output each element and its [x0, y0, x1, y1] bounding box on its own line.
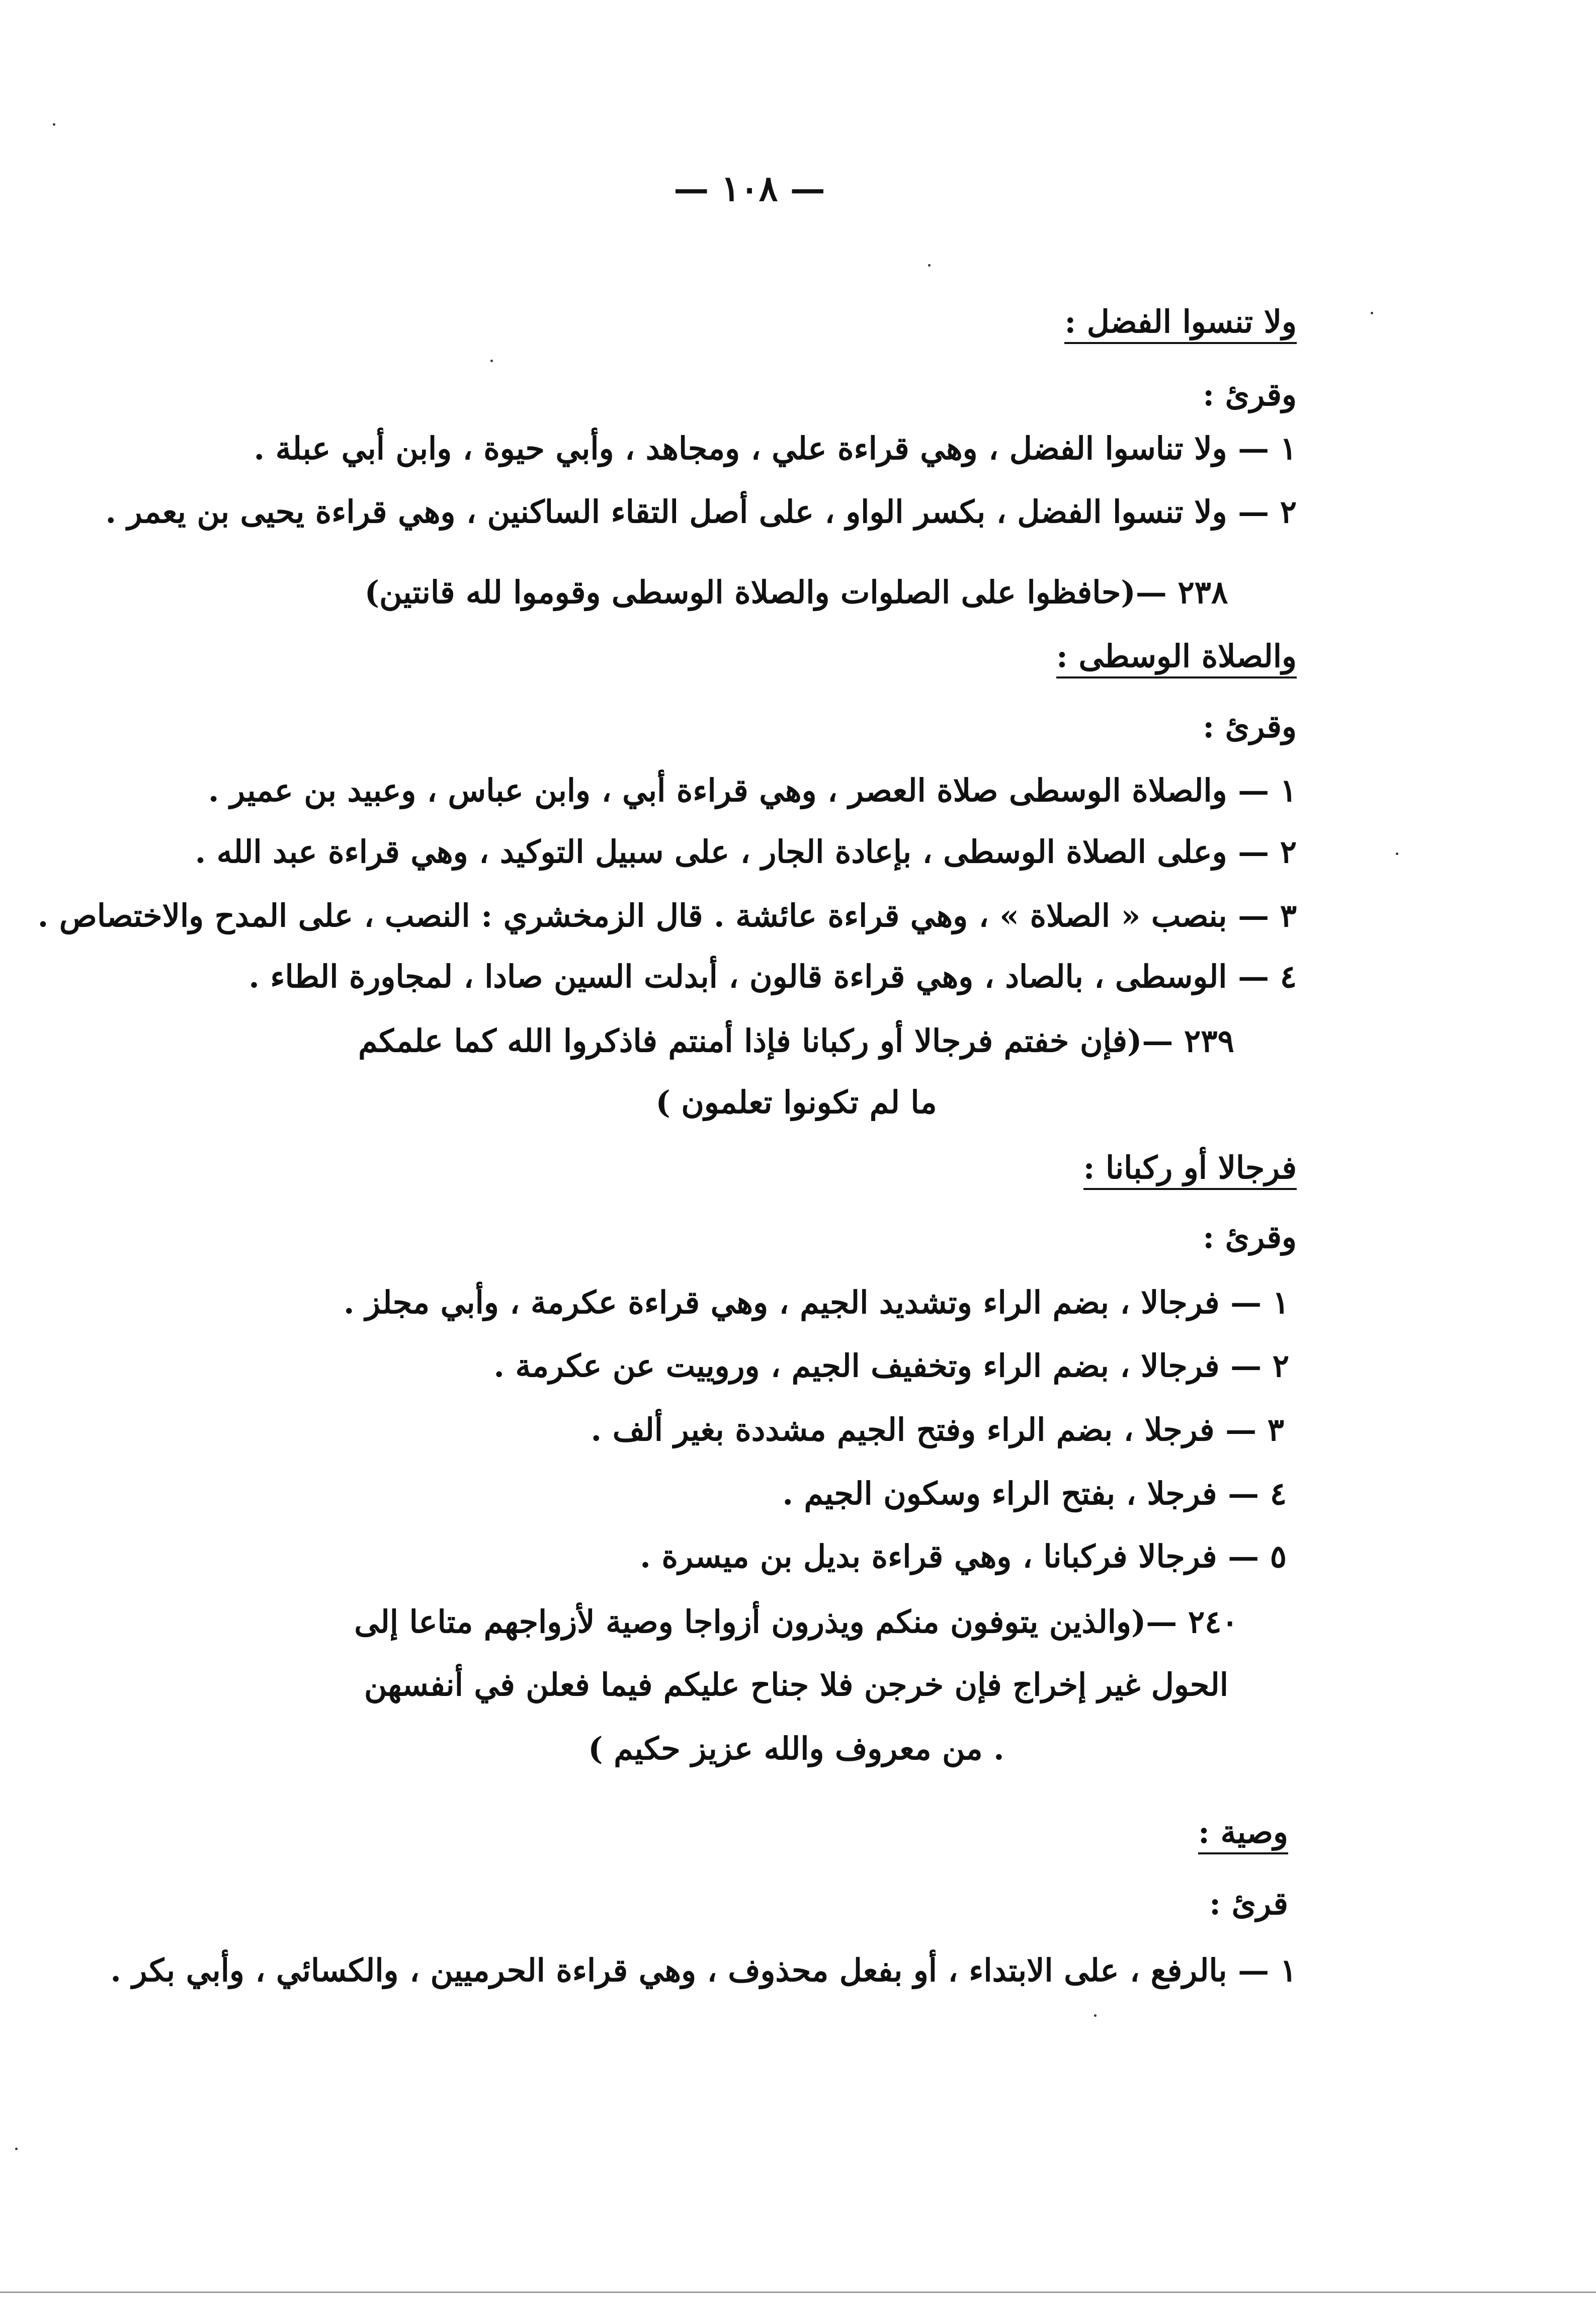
scan-speck	[1396, 853, 1398, 855]
reading-line: ٢ — ولا تنسوا الفضل ، بكسر الواو ، على أصل التقاء الساكنين ، وهي قراءة يحيى بن يعمر .	[105, 493, 1297, 530]
scan-speck	[1094, 2014, 1097, 2017]
reading-line: ٣ — بنصب « الصلاة » ، وهي قراءة عائشة . قال الزمخشري : النصب ، على المدح والاختصاص .	[37, 897, 1297, 934]
scan-speck	[15, 2148, 18, 2150]
reading-line: ٢ — فرجالا ، بضم الراء وتخفيف الجيم ، وروييت عن عكرمة .	[493, 1347, 1289, 1384]
reading-line: ١ — فرجالا ، بضم الراء وتشديد الجيم ، وهي قراءة عكرمة ، وأبي مجلز .	[343, 1284, 1289, 1321]
reading-line: ٤ — فرجلا ، بفتح الراء وسكون الجيم .	[782, 1475, 1287, 1512]
section-heading: والصلاة الوسطى :	[210, 636, 1297, 676]
bottom-border	[0, 2291, 1596, 2293]
qura-label: وقرئ :	[1203, 708, 1297, 745]
verse-line: ٢٣٨ —(حافظوا على الصلوات والصلاة الوسطى وقوموا لله قانتين)	[364, 574, 1228, 611]
qura-label: وقرئ :	[1203, 1219, 1297, 1255]
qura-label: وقرئ :	[1203, 376, 1297, 413]
page-number: — ١٠٨ —	[674, 167, 825, 209]
reading-line: ٢ — وعلى الصلاة الوسطى ، بإعادة الجار ، على سبيل التوكيد ، وهي قراءة عبد الله .	[195, 833, 1297, 870]
reading-line: ١ — بالرفع ، على الابتداء ، أو بفعل محذوف ، وهي قراءة الحرميين ، والكسائي ، وأبي بكر .	[110, 1952, 1297, 1989]
reading-line: ١ — والصلاة الوسطى صلاة العصر ، وهي قراءة أبي ، وابن عباس ، وعبيد بن عمير .	[208, 772, 1297, 809]
section-heading: وصية :	[202, 1812, 1288, 1852]
verse-line: ٢٤٠ —(والذين يتوفون منكم ويذرون أزواجا وصية لأزواجهم متاعا إلى	[354, 1603, 1238, 1640]
scan-speck	[928, 264, 931, 267]
scan-speck	[1371, 312, 1373, 314]
reading-line: ١ — ولا تناسوا الفضل ، وهي قراءة علي ، ومجاهد ، وأبي حيوة ، وابن أبي عبلة .	[254, 430, 1297, 467]
scan-speck	[53, 123, 55, 126]
verse-line: . من معروف والله عزيز حكيم )	[588, 1730, 1004, 1767]
verse-line: ٢٣٩ —(فإن خفتم فرجالا أو ركبانا فإذا أمنتم فاذكروا الله كما علمكم	[358, 1023, 1234, 1059]
verse-line: ما لم تكونوا تعلمون )	[655, 1084, 937, 1121]
scan-speck	[490, 360, 493, 362]
reading-line: ٥ — فرجالا فركبانا ، وهي قراءة بديل بن ميسرة .	[640, 1538, 1287, 1575]
verse-line: الحول غير إخراج فإن خرجن فلا جناح عليكم فيما فعلن في أنفسهن	[364, 1666, 1229, 1703]
section-heading: ولا تنسوا الفضل :	[210, 302, 1297, 342]
qura-label: قرئ :	[1209, 1885, 1288, 1922]
section-heading: فرجالا أو ركبانا :	[210, 1148, 1297, 1188]
reading-line: ٤ — الوسطى ، بالصاد ، وهي قراءة قالون ، أبدلت السين صادا ، لمجاورة الطاء .	[248, 958, 1297, 995]
reading-line: ٣ — فرجلا ، بضم الراء وفتح الجيم مشددة بغير ألف .	[591, 1411, 1284, 1448]
